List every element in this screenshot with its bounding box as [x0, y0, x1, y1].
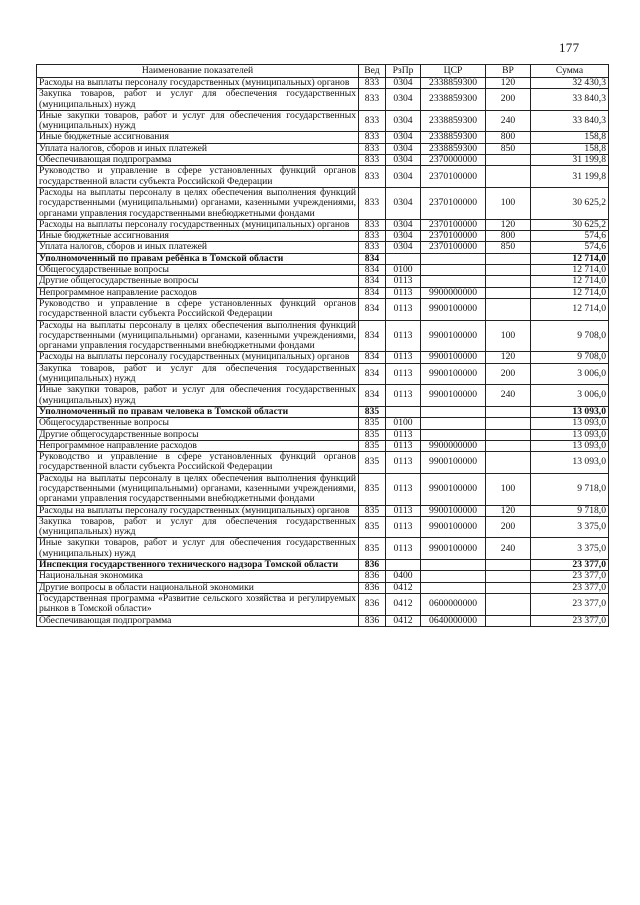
cell-sum: 3 006,0 — [531, 363, 609, 385]
cell-name: Общегосударственные вопросы — [37, 418, 359, 429]
cell-sum: 9 718,0 — [531, 505, 609, 516]
cell-vr: 850 — [486, 143, 531, 154]
cell-name: Национальная экономика — [37, 571, 359, 582]
cell-csr: 9900100000 — [421, 473, 486, 505]
table-row — [37, 440, 609, 451]
cell-name: Закупка товаров, работ и услуг для обеспечения государственных (муниципальных) нужд — [37, 89, 359, 111]
cell-sum: 12 714,0 — [531, 276, 609, 287]
cell-ved: 834 — [359, 363, 386, 385]
cell-ved: 835 — [359, 516, 386, 538]
cell-ved: 836 — [359, 593, 386, 615]
cell-csr: 9900100000 — [421, 352, 486, 363]
table-row — [37, 593, 609, 615]
cell-rzpr: 0304 — [386, 187, 421, 219]
cell-csr: 9900100000 — [421, 298, 486, 320]
cell-vr: 120 — [486, 219, 531, 230]
cell-ved: 833 — [359, 143, 386, 154]
cell-rzpr: 0400 — [386, 571, 421, 582]
table-row — [37, 538, 609, 560]
cell-vr: 200 — [486, 363, 531, 385]
cell-rzpr: 0304 — [386, 110, 421, 132]
cell-sum: 9 708,0 — [531, 352, 609, 363]
cell-ved: 833 — [359, 155, 386, 166]
cell-name: Руководство и управление в сфере установленных функций органов государственной власти субъекта Российской Федерации — [37, 298, 359, 320]
cell-rzpr — [386, 253, 421, 264]
cell-ved: 833 — [359, 166, 386, 188]
cell-ved: 834 — [359, 352, 386, 363]
cell-ved: 834 — [359, 287, 386, 298]
table-row — [37, 429, 609, 440]
cell-name: Обеспечивающая подпрограмма — [37, 155, 359, 166]
cell-vr: 800 — [486, 132, 531, 143]
cell-rzpr: 0113 — [386, 473, 421, 505]
cell-sum: 31 199,8 — [531, 155, 609, 166]
table-row — [37, 385, 609, 407]
cell-sum: 12 714,0 — [531, 253, 609, 264]
cell-rzpr: 0113 — [386, 505, 421, 516]
cell-csr: 9900100000 — [421, 516, 486, 538]
cell-rzpr: 0412 — [386, 615, 421, 626]
cell-ved: 834 — [359, 265, 386, 276]
cell-rzpr: 0412 — [386, 593, 421, 615]
cell-name: Иные закупки товаров, работ и услуг для обеспечения государственных (муниципальных) нужд — [37, 538, 359, 560]
cell-rzpr: 0304 — [386, 89, 421, 111]
cell-name: Иные закупки товаров, работ и услуг для обеспечения государственных (муниципальных) нужд — [37, 385, 359, 407]
cell-vr: 200 — [486, 89, 531, 111]
cell-sum: 9 708,0 — [531, 320, 609, 352]
cell-sum: 12 714,0 — [531, 265, 609, 276]
table-row — [37, 110, 609, 132]
cell-vr — [486, 440, 531, 451]
cell-ved: 835 — [359, 473, 386, 505]
cell-name: Иные бюджетные ассигнования — [37, 231, 359, 242]
cell-rzpr: 0113 — [386, 276, 421, 287]
table-header-row — [37, 65, 609, 78]
cell-ved: 833 — [359, 132, 386, 143]
cell-sum: 13 093,0 — [531, 406, 609, 417]
cell-name: Руководство и управление в сфере установленных функций органов государственной власти субъекта Российской Федерации — [37, 452, 359, 474]
cell-vr: 120 — [486, 352, 531, 363]
cell-rzpr: 0304 — [386, 166, 421, 188]
cell-ved: 836 — [359, 571, 386, 582]
cell-ved: 835 — [359, 406, 386, 417]
cell-vr — [486, 582, 531, 593]
header-csr: ЦСР — [421, 65, 486, 78]
table-row — [37, 615, 609, 626]
cell-rzpr: 0113 — [386, 363, 421, 385]
cell-rzpr: 0304 — [386, 155, 421, 166]
table-body — [37, 78, 609, 627]
cell-name: Уплата налогов, сборов и иных платежей — [37, 143, 359, 154]
cell-ved: 833 — [359, 219, 386, 230]
cell-ved: 833 — [359, 231, 386, 242]
header-rzpr: РзПр — [386, 65, 421, 78]
cell-ved: 833 — [359, 242, 386, 253]
cell-vr — [486, 560, 531, 571]
cell-vr — [486, 418, 531, 429]
table-row — [37, 418, 609, 429]
cell-rzpr: 0304 — [386, 231, 421, 242]
cell-rzpr: 0113 — [386, 298, 421, 320]
cell-sum: 33 840,3 — [531, 89, 609, 111]
cell-vr — [486, 265, 531, 276]
cell-vr — [486, 287, 531, 298]
table-row — [37, 505, 609, 516]
cell-vr: 100 — [486, 187, 531, 219]
cell-ved: 833 — [359, 187, 386, 219]
cell-name: Расходы на выплаты персоналу государственных (муниципальных) органов — [37, 219, 359, 230]
cell-csr: 2338859300 — [421, 78, 486, 89]
cell-vr — [486, 406, 531, 417]
table-row — [37, 406, 609, 417]
cell-rzpr: 0412 — [386, 582, 421, 593]
table-row — [37, 132, 609, 143]
cell-sum: 30 625,2 — [531, 219, 609, 230]
table-row — [37, 276, 609, 287]
cell-sum: 9 718,0 — [531, 473, 609, 505]
cell-rzpr: 0304 — [386, 78, 421, 89]
table-row — [37, 143, 609, 154]
cell-name: Расходы на выплаты персоналу в целях обеспечения выполнения функций государственными (муниципальными) органами, казенными учреждениями, органами управления государственными внебюджетными фондами — [37, 473, 359, 505]
cell-vr — [486, 298, 531, 320]
cell-csr — [421, 418, 486, 429]
cell-vr — [486, 593, 531, 615]
cell-vr — [486, 155, 531, 166]
cell-rzpr — [386, 406, 421, 417]
cell-vr: 240 — [486, 538, 531, 560]
cell-name: Закупка товаров, работ и услуг для обеспечения государственных (муниципальных) нужд — [37, 363, 359, 385]
cell-sum: 23 377,0 — [531, 593, 609, 615]
cell-ved: 836 — [359, 615, 386, 626]
cell-name: Уполномоченный по правам человека в Томской области — [37, 406, 359, 417]
cell-csr: 9900000000 — [421, 287, 486, 298]
table-row — [37, 571, 609, 582]
cell-rzpr: 0304 — [386, 242, 421, 253]
cell-csr: 2338859300 — [421, 110, 486, 132]
cell-csr: 0640000000 — [421, 615, 486, 626]
table-row — [37, 187, 609, 219]
cell-csr: 0600000000 — [421, 593, 486, 615]
cell-ved: 835 — [359, 418, 386, 429]
cell-vr: 800 — [486, 231, 531, 242]
cell-csr: 9900100000 — [421, 363, 486, 385]
table-row — [37, 89, 609, 111]
header-name: Наименование показателей — [37, 65, 359, 78]
table-row — [37, 253, 609, 264]
cell-sum: 23 377,0 — [531, 582, 609, 593]
cell-sum: 32 430,3 — [531, 78, 609, 89]
cell-ved: 834 — [359, 253, 386, 264]
cell-rzpr: 0304 — [386, 132, 421, 143]
cell-csr — [421, 276, 486, 287]
cell-vr: 200 — [486, 516, 531, 538]
cell-sum: 30 625,2 — [531, 187, 609, 219]
cell-name: Уполномоченный по правам ребёнка в Томской области — [37, 253, 359, 264]
cell-name: Расходы на выплаты персоналу государственных (муниципальных) органов — [37, 352, 359, 363]
cell-sum: 33 840,3 — [531, 110, 609, 132]
cell-rzpr: 0113 — [386, 538, 421, 560]
cell-ved: 834 — [359, 320, 386, 352]
cell-sum: 23 377,0 — [531, 571, 609, 582]
header-ved: Вед — [359, 65, 386, 78]
cell-csr: 2370100000 — [421, 231, 486, 242]
cell-ved: 834 — [359, 385, 386, 407]
table-row — [37, 242, 609, 253]
table-row — [37, 452, 609, 474]
cell-rzpr: 0113 — [386, 352, 421, 363]
cell-csr: 2370100000 — [421, 242, 486, 253]
cell-csr: 9900100000 — [421, 320, 486, 352]
cell-ved: 835 — [359, 429, 386, 440]
table-row — [37, 155, 609, 166]
cell-csr — [421, 560, 486, 571]
cell-vr — [486, 452, 531, 474]
table-row — [37, 231, 609, 242]
cell-csr — [421, 253, 486, 264]
cell-rzpr: 0304 — [386, 219, 421, 230]
cell-rzpr: 0113 — [386, 516, 421, 538]
cell-csr: 2370100000 — [421, 219, 486, 230]
cell-name: Общегосударственные вопросы — [37, 265, 359, 276]
cell-rzpr: 0113 — [386, 287, 421, 298]
cell-vr: 100 — [486, 320, 531, 352]
cell-vr: 120 — [486, 78, 531, 89]
cell-sum: 23 377,0 — [531, 615, 609, 626]
cell-rzpr: 0100 — [386, 418, 421, 429]
table-row — [37, 78, 609, 89]
cell-csr: 2338859300 — [421, 89, 486, 111]
cell-csr — [421, 429, 486, 440]
cell-ved: 833 — [359, 110, 386, 132]
cell-ved: 835 — [359, 505, 386, 516]
cell-csr — [421, 582, 486, 593]
cell-name: Инспекция государственного технического надзора Томской области — [37, 560, 359, 571]
cell-rzpr: 0113 — [386, 429, 421, 440]
cell-rzpr: 0113 — [386, 385, 421, 407]
cell-name: Расходы на выплаты персоналу государственных (муниципальных) органов — [37, 505, 359, 516]
cell-csr: 2370000000 — [421, 155, 486, 166]
cell-ved: 833 — [359, 78, 386, 89]
cell-rzpr — [386, 560, 421, 571]
cell-ved: 833 — [359, 89, 386, 111]
cell-ved: 835 — [359, 440, 386, 451]
cell-sum: 12 714,0 — [531, 287, 609, 298]
cell-csr: 9900100000 — [421, 505, 486, 516]
cell-vr: 240 — [486, 110, 531, 132]
cell-vr — [486, 166, 531, 188]
table-row — [37, 219, 609, 230]
cell-sum: 158,8 — [531, 143, 609, 154]
cell-sum: 3 006,0 — [531, 385, 609, 407]
cell-csr: 9900100000 — [421, 385, 486, 407]
cell-name: Руководство и управление в сфере установленных функций органов государственной власти субъекта Российской Федерации — [37, 166, 359, 188]
cell-vr — [486, 276, 531, 287]
cell-rzpr: 0113 — [386, 440, 421, 451]
cell-csr: 9900100000 — [421, 538, 486, 560]
cell-ved: 834 — [359, 276, 386, 287]
cell-vr — [486, 429, 531, 440]
cell-csr — [421, 265, 486, 276]
cell-name: Иные закупки товаров, работ и услуг для обеспечения государственных (муниципальных) нужд — [37, 110, 359, 132]
table-row — [37, 582, 609, 593]
cell-sum: 574,6 — [531, 231, 609, 242]
cell-sum: 13 093,0 — [531, 429, 609, 440]
cell-name: Государственная программа «Развитие сельского хозяйства и регулируемых рынков в Томской области» — [37, 593, 359, 615]
cell-sum: 3 375,0 — [531, 538, 609, 560]
table-row — [37, 265, 609, 276]
table-row — [37, 166, 609, 188]
cell-ved: 836 — [359, 560, 386, 571]
cell-sum: 12 714,0 — [531, 298, 609, 320]
cell-rzpr: 0304 — [386, 143, 421, 154]
cell-sum: 31 199,8 — [531, 166, 609, 188]
cell-sum: 23 377,0 — [531, 560, 609, 571]
cell-ved: 835 — [359, 452, 386, 474]
cell-name: Расходы на выплаты персоналу в целях обеспечения выполнения функций государственными (муниципальными) органами, казенными учреждениями, органами управления государственными внебюджетными фондами — [37, 320, 359, 352]
cell-name: Другие общегосударственные вопросы — [37, 276, 359, 287]
table-row — [37, 298, 609, 320]
cell-name: Расходы на выплаты персоналу в целях обеспечения выполнения функций государственными (муниципальными) органами, казенными учреждениями, органами управления государственными внебюджетными фондами — [37, 187, 359, 219]
table-row — [37, 352, 609, 363]
table-row — [37, 473, 609, 505]
cell-vr: 240 — [486, 385, 531, 407]
table-row — [37, 287, 609, 298]
cell-vr — [486, 615, 531, 626]
cell-rzpr: 0113 — [386, 320, 421, 352]
cell-name: Другие вопросы в области национальной экономики — [37, 582, 359, 593]
cell-ved: 836 — [359, 582, 386, 593]
table-row — [37, 363, 609, 385]
cell-name: Расходы на выплаты персоналу государственных (муниципальных) органов — [37, 78, 359, 89]
cell-vr — [486, 571, 531, 582]
table-row — [37, 320, 609, 352]
cell-name: Закупка товаров, работ и услуг для обеспечения государственных (муниципальных) нужд — [37, 516, 359, 538]
cell-name: Непрограммное направление расходов — [37, 287, 359, 298]
cell-csr: 2338859300 — [421, 132, 486, 143]
table-row — [37, 516, 609, 538]
cell-csr: 9900100000 — [421, 452, 486, 474]
budget-table — [36, 64, 609, 627]
cell-name: Обеспечивающая подпрограмма — [37, 615, 359, 626]
cell-sum: 574,6 — [531, 242, 609, 253]
cell-vr: 850 — [486, 242, 531, 253]
cell-rzpr: 0113 — [386, 452, 421, 474]
cell-ved: 834 — [359, 298, 386, 320]
cell-sum: 13 093,0 — [531, 440, 609, 451]
cell-csr: 9900000000 — [421, 440, 486, 451]
table-row — [37, 560, 609, 571]
page-number: 177 — [559, 40, 580, 55]
cell-csr: 2370100000 — [421, 166, 486, 188]
cell-name: Другие общегосударственные вопросы — [37, 429, 359, 440]
cell-ved: 835 — [359, 538, 386, 560]
cell-vr: 100 — [486, 473, 531, 505]
cell-sum: 3 375,0 — [531, 516, 609, 538]
cell-csr — [421, 406, 486, 417]
cell-csr — [421, 571, 486, 582]
header-vr: ВР — [486, 65, 531, 78]
cell-csr: 2370100000 — [421, 187, 486, 219]
cell-name: Иные бюджетные ассигнования — [37, 132, 359, 143]
cell-vr: 120 — [486, 505, 531, 516]
cell-vr — [486, 253, 531, 264]
cell-name: Уплата налогов, сборов и иных платежей — [37, 242, 359, 253]
cell-csr: 2338859300 — [421, 143, 486, 154]
cell-rzpr: 0100 — [386, 265, 421, 276]
cell-sum: 13 093,0 — [531, 452, 609, 474]
cell-name: Непрограммное направление расходов — [37, 440, 359, 451]
cell-sum: 13 093,0 — [531, 418, 609, 429]
cell-sum: 158,8 — [531, 132, 609, 143]
header-sum: Сумма — [531, 65, 609, 78]
